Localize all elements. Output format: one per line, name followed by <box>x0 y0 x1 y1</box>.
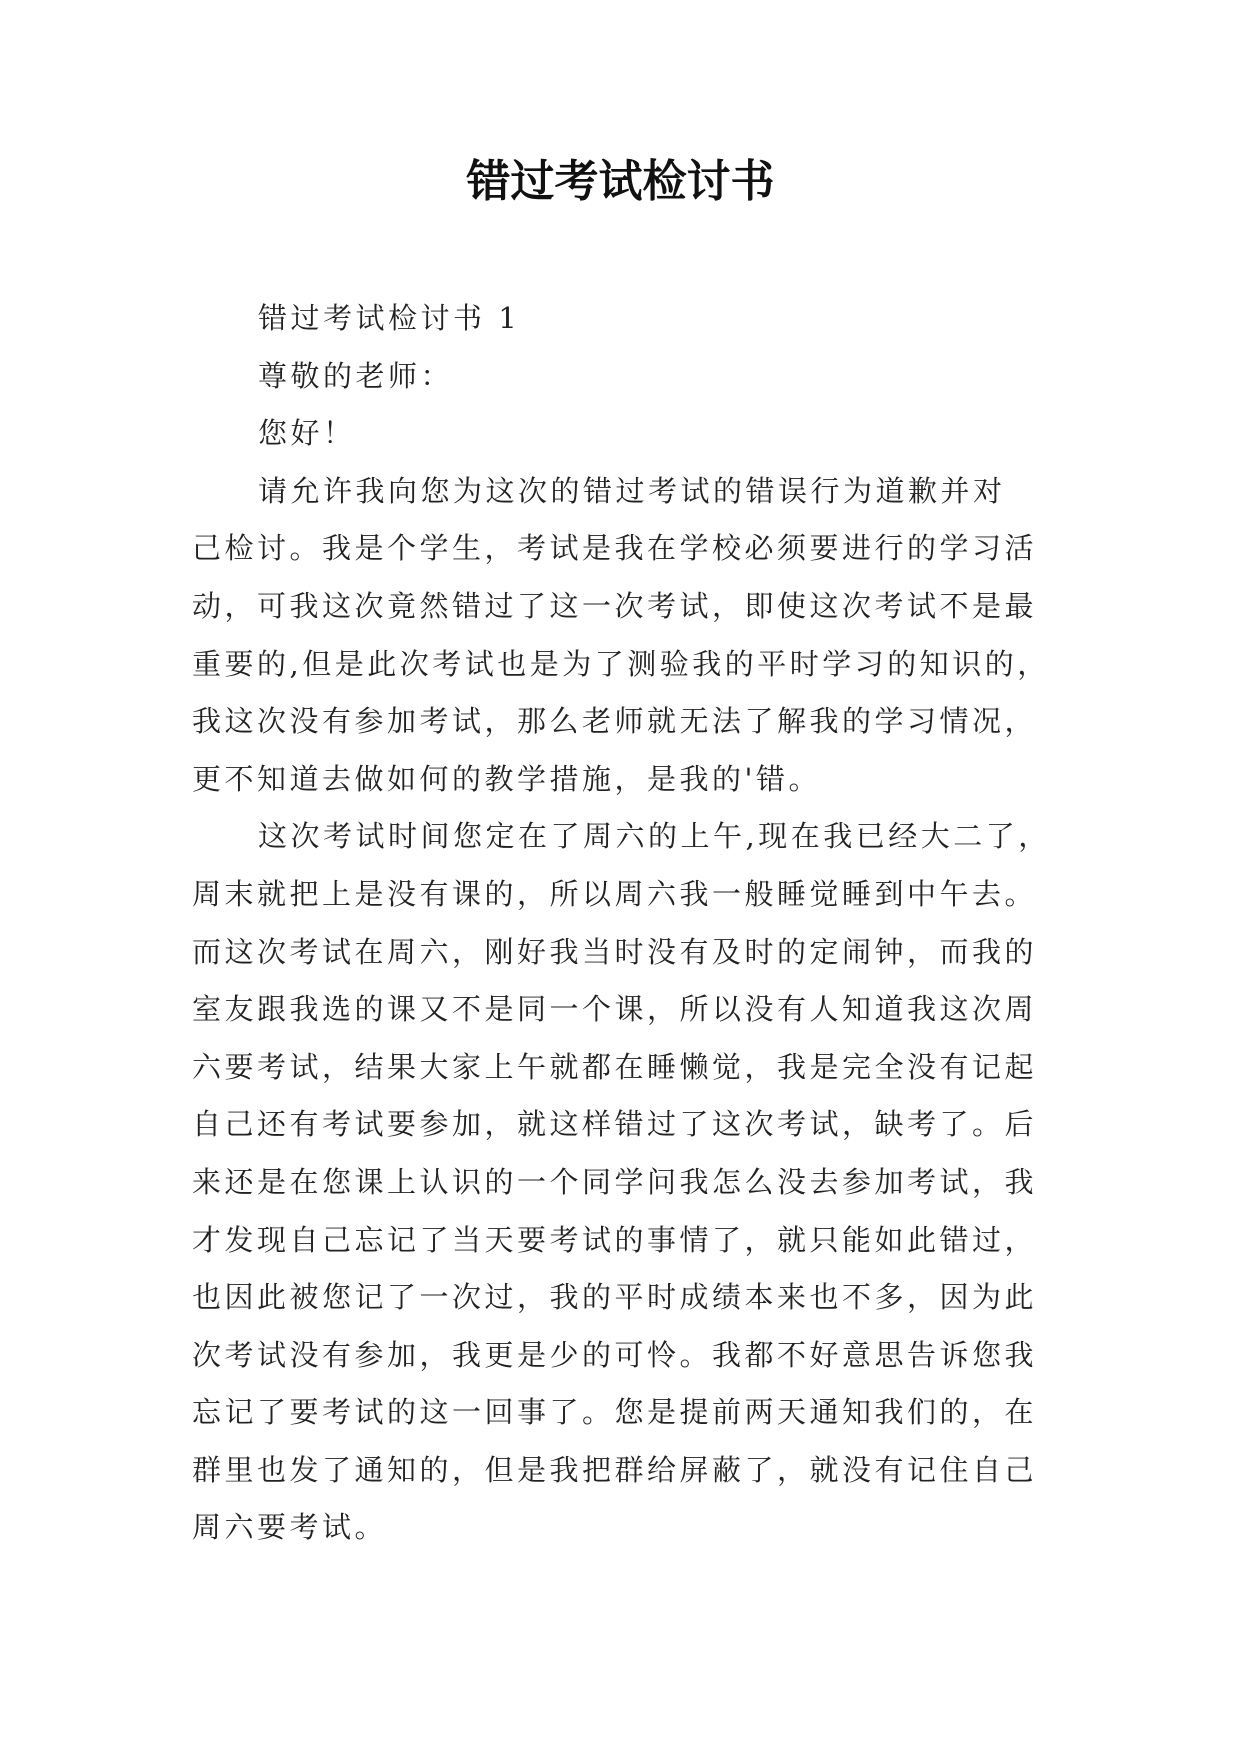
document-title: 错过考试检讨书 <box>466 156 775 207</box>
paragraph-line: 次考试没有参加，我更是少的可怜。我都不好意思告诉您我 <box>192 1337 1038 1372</box>
paragraph-line: 自己还有考试要参加，就这样错过了这次考试，缺考了。后 <box>192 1107 1038 1142</box>
document-body <box>192 290 1062 1557</box>
paragraph-2 <box>192 808 1062 1557</box>
paragraph-line: 室友跟我选的课又不是同一个课，所以没有人知道我这次周 <box>192 992 1038 1027</box>
paragraph-line: 忘记了要考试的这一回事了。您是提前两天通知我们的，在 <box>192 1395 1038 1430</box>
paragraph-line: 也因此被您记了一次过，我的平时成绩本来也不多，因为此 <box>192 1280 1038 1315</box>
paragraph-line: 这次考试时间您定在了周六的上午,现在我已经大二了， <box>258 819 1051 854</box>
section-heading: 错过考试检讨书 1 <box>258 301 521 335</box>
paragraph-line: 重要的,但是此次考试也是为了测验我的平时学习的知识的， <box>192 646 1050 681</box>
paragraph-line: 周六要考试。 <box>192 1510 388 1545</box>
paragraph-line: 而这次考试在周六，刚好我当时没有及时的定闹钟，而我的 <box>192 934 1038 969</box>
paragraph-line: 我这次没有参加考试，那么老师就无法了解我的学习情况， <box>192 704 1038 739</box>
paragraph-line: 才发现自己忘记了当天要考试的事情了，就只能如此错过， <box>192 1222 1038 1257</box>
paragraph-line: 群里也发了通知的，但是我把群给屏蔽了，就没有记住自己 <box>192 1452 1038 1487</box>
paragraph-line: 更不知道去做如何的教学措施，是我的'错。 <box>192 761 821 796</box>
paragraph-line: 六要考试，结果大家上午就都在睡懒觉，我是完全没有记起 <box>192 1049 1038 1084</box>
paragraph-line: 己检讨。我是个学生，考试是我在学校必须要进行的学习活 <box>192 531 1038 566</box>
paragraph-line: 周末就把上是没有课的，所以周六我一般睡觉睡到中午去。 <box>192 876 1038 911</box>
paragraph-1 <box>192 463 1062 809</box>
greeting: 您好！ <box>258 416 356 451</box>
paragraph-line: 请允许我向您为这次的错过考试的错误行为道歉并对 <box>258 473 1006 508</box>
paragraph-line: 动，可我这次竟然错过了这一次考试，即使这次考试不是最 <box>192 588 1038 623</box>
salutation: 尊敬的老师： <box>258 358 454 393</box>
paragraph-line: 来还是在您课上认识的一个同学问我怎么没去参加考试，我 <box>192 1164 1038 1199</box>
